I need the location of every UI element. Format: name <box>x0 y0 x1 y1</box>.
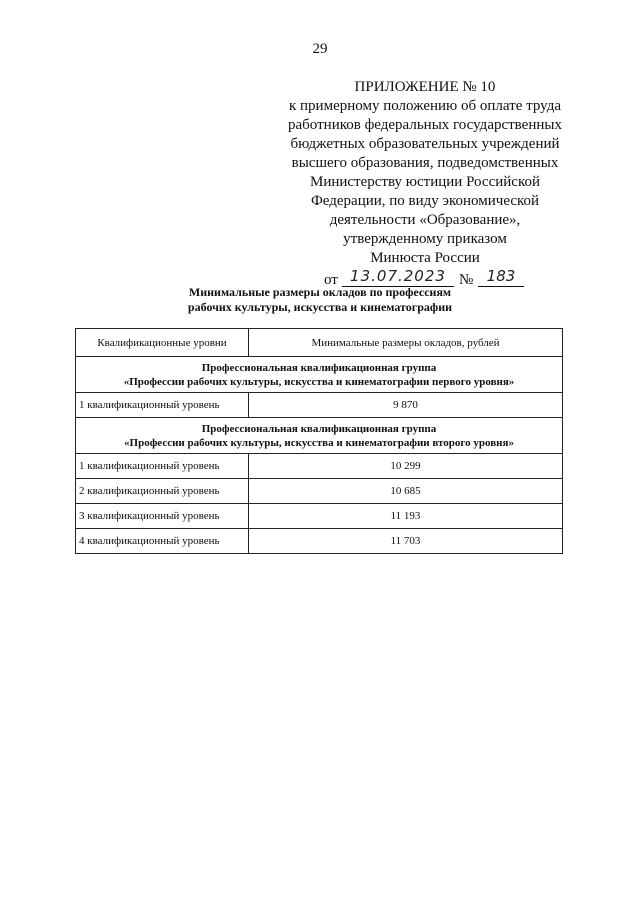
salary-cell: 9 870 <box>249 393 563 418</box>
table-row <box>76 529 563 554</box>
table-row <box>76 454 563 479</box>
column-header-levels: Квалификационные уровни <box>76 329 249 357</box>
level-cell: 1 квалификационный уровень <box>76 454 249 479</box>
table-header-row <box>76 329 563 357</box>
group-header <box>76 418 563 454</box>
table-title-line: рабочих культуры, искусства и кинематографии <box>187 300 453 314</box>
level-cell: 2 квалификационный уровень <box>76 479 249 504</box>
group-subtitle: «Профессии рабочих культуры, искусства и кинематографии второго уровня» <box>124 436 514 449</box>
group-header <box>76 357 563 393</box>
salary-table <box>75 328 563 554</box>
appendix-line: Министерству юстиции Российской <box>309 174 541 190</box>
group-header-row <box>76 357 563 393</box>
table-title-line: Минимальные размеры окладов по профессиям <box>188 285 452 299</box>
appendix-line: к примерному положению об оплате труда <box>288 98 561 114</box>
appendix-line: деятельности «Образование», <box>329 212 521 228</box>
group-title: Профессиональная квалификационная группа <box>201 422 437 435</box>
table-row <box>76 479 563 504</box>
page-number: 29 <box>312 41 328 57</box>
table-row <box>76 504 563 529</box>
appendix-line: утвержденному приказом <box>343 231 507 247</box>
level-cell: 3 квалификационный уровень <box>76 504 249 529</box>
appendix-line: работников федеральных государственных <box>288 117 562 133</box>
column-header-salary: Минимальные размеры окладов, рублей <box>249 329 563 357</box>
level-cell: 4 квалификационный уровень <box>76 529 249 554</box>
appendix-line: высшего образования, подведомственных <box>291 155 559 171</box>
appendix-line: Минюста России <box>370 250 480 266</box>
appendix-line: бюджетных образовательных учреждений <box>290 136 560 152</box>
table-title <box>120 285 520 315</box>
number-label: № <box>459 272 474 288</box>
group-title: Профессиональная квалификационная группа <box>201 361 437 374</box>
group-header-row <box>76 418 563 454</box>
group-subtitle: «Профессии рабочих культуры, искусства и кинематографии первого уровня» <box>123 375 515 388</box>
appendix-block <box>280 78 570 291</box>
order-date: 13.07.2023 <box>342 267 454 287</box>
appendix-line: Федерации, по виду экономической <box>310 193 540 209</box>
order-number: 183 <box>478 267 524 287</box>
salary-cell: 11 193 <box>249 504 563 529</box>
level-cell: 1 квалификационный уровень <box>76 393 249 418</box>
salary-cell: 11 703 <box>249 529 563 554</box>
from-label: от <box>324 272 338 288</box>
salary-cell: 10 299 <box>249 454 563 479</box>
appendix-title: ПРИЛОЖЕНИЕ № 10 <box>354 79 496 95</box>
table-row <box>76 393 563 418</box>
salary-cell: 10 685 <box>249 479 563 504</box>
